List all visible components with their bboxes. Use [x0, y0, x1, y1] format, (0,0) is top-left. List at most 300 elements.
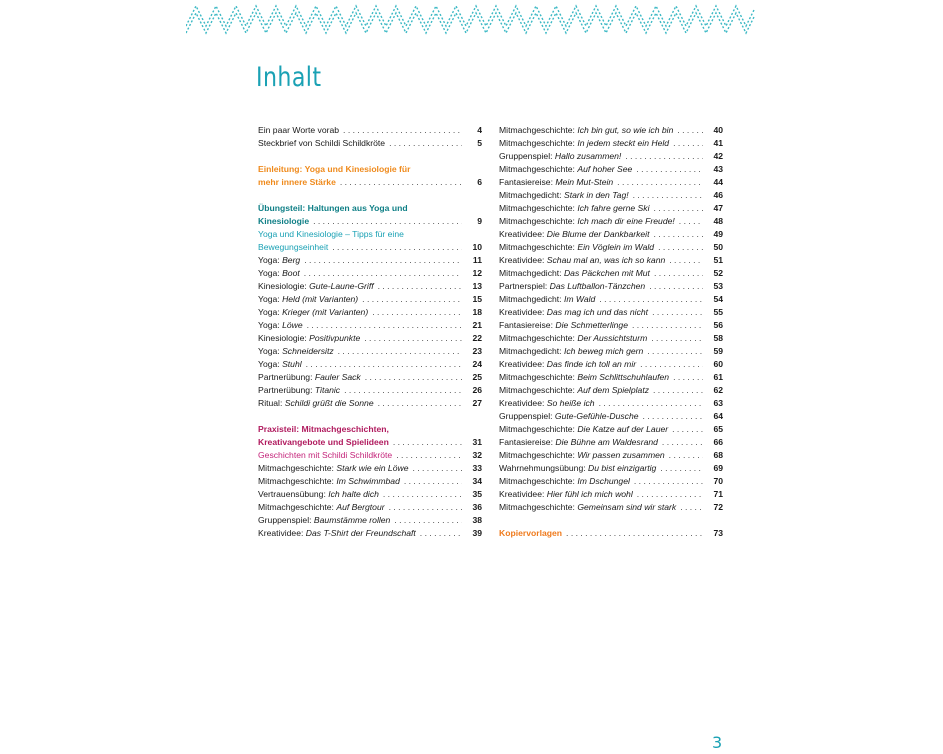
toc-leader-dots	[599, 293, 703, 306]
toc-page-number: 24	[472, 359, 482, 369]
toc-entry-title	[499, 358, 636, 371]
toc-entry[interactable]	[499, 176, 723, 189]
toc-entry[interactable]	[258, 306, 482, 319]
toc-page-number: 50	[713, 242, 723, 252]
toc-entry-name: Stark in den Tag!	[563, 190, 629, 200]
toc-leader-dots	[566, 527, 703, 540]
toc-entry[interactable]	[499, 280, 723, 293]
toc-leader-dots	[677, 124, 703, 137]
toc-page-number: 5	[477, 138, 482, 148]
toc-entry[interactable]	[499, 488, 723, 501]
toc-entry[interactable]	[499, 527, 723, 540]
toc-entry-name: Wir passen zusammen	[577, 450, 665, 460]
toc-entry-category: Gruppenspiel:	[258, 515, 314, 525]
toc-entry-title	[258, 462, 408, 475]
toc-entry-title: Übungsteil: Haltungen aus Yoga und	[258, 203, 408, 213]
toc-entry-title: Bewegungseinheit	[258, 242, 329, 252]
toc-entry-category: Mitmachgeschichte:	[499, 372, 578, 382]
toc-page-number: 70	[713, 476, 723, 486]
toc-page-number: 71	[713, 489, 723, 499]
toc-entry-category: Kreatividee:	[499, 359, 547, 369]
toc-entry-category: Mitmachgeschichte:	[499, 125, 578, 135]
toc-leader-dots	[660, 462, 703, 475]
toc-entry-category: Wahrnehmungsübung:	[499, 463, 589, 473]
toc-entry-name: Die Bühne am Waldesrand	[555, 437, 658, 447]
toc-entry-title	[499, 254, 665, 267]
toc-entry-name: Beim Schlittschuhlaufen	[577, 372, 670, 382]
toc-entry-title	[499, 462, 656, 475]
toc-entry-category: Mitmachgedicht:	[499, 190, 564, 200]
toc-leader-dots	[653, 384, 703, 397]
toc-entry-title	[258, 475, 400, 488]
toc-entry-title	[499, 202, 649, 215]
toc-page-number: 72	[713, 502, 723, 512]
toc-page-number: 31	[472, 437, 482, 447]
toc-entry-title	[499, 150, 621, 163]
toc-page-number: 52	[713, 268, 723, 278]
toc-entry-name: Das finde ich toll an mir	[546, 359, 637, 369]
toc-right-column	[499, 124, 723, 540]
toc-page-number: 26	[472, 385, 482, 395]
toc-entry-category: Gruppenspiel:	[499, 411, 555, 421]
toc-entry-name: Ein Vöglein im Wald	[577, 242, 655, 252]
toc-entry-title	[258, 267, 300, 280]
toc-entry-title	[499, 384, 649, 397]
toc-entry-title	[499, 228, 649, 241]
toc-spacer	[258, 189, 482, 202]
toc-entry-title	[258, 514, 390, 527]
toc-leader-dots	[647, 345, 703, 358]
toc-page-number: 54	[713, 294, 723, 304]
toc-leader-dots	[383, 488, 462, 501]
toc-entry-category: Kreatividee:	[499, 255, 547, 265]
toc-entry[interactable]	[499, 410, 723, 423]
toc-page-number: 55	[713, 307, 723, 317]
toc-entry-title	[499, 436, 658, 449]
toc-leader-dots	[673, 371, 703, 384]
toc-entry[interactable]	[499, 241, 723, 254]
toc-page-number: 59	[713, 346, 723, 356]
toc-leader-dots	[652, 306, 703, 319]
toc-entry-category: Kreatividee:	[499, 398, 547, 408]
toc-page-number: 44	[713, 177, 723, 187]
toc-leader-dots	[673, 137, 703, 150]
toc-page-number: 11	[472, 255, 482, 265]
toc-leader-dots	[394, 514, 462, 527]
toc-entry-name: Gute-Laune-Griff	[309, 281, 374, 291]
toc-leader-dots	[653, 202, 703, 215]
toc-leader-dots	[669, 449, 703, 462]
toc-entry-title	[258, 293, 358, 306]
toc-entry[interactable]	[499, 137, 723, 150]
toc-entry-name: Gemeinsam sind wir stark	[577, 502, 677, 512]
toc-entry-name: Schneidersitz	[282, 346, 334, 356]
toc-entry-category: Ritual:	[258, 398, 285, 408]
toc-leader-dots	[340, 176, 462, 189]
toc-entry[interactable]	[258, 462, 482, 475]
toc-entry-category: Gruppenspiel:	[499, 151, 555, 161]
toc-entry-title: Einleitung: Yoga und Kinesiologie für	[258, 164, 411, 174]
toc-leader-dots	[307, 319, 462, 332]
toc-entry-title	[499, 306, 648, 319]
toc-entry-title	[258, 384, 340, 397]
toc-leader-dots	[640, 358, 703, 371]
toc-entry[interactable]	[499, 202, 723, 215]
toc-page-number: 35	[472, 489, 482, 499]
toc-entry-name: Ich fahre gerne Ski	[577, 203, 650, 213]
toc-leader-dots	[343, 124, 462, 137]
toc-entry-title	[499, 345, 643, 358]
toc-entry-title	[258, 397, 374, 410]
toc-page-number: 40	[713, 125, 723, 135]
toc-entry-name: Schau mal an, was ich so kann	[546, 255, 666, 265]
toc-page-number: 41	[713, 138, 723, 148]
toc-leader-dots	[653, 228, 703, 241]
toc-entry-category: Yoga:	[258, 320, 283, 330]
toc-entry-name: Stark wie ein Löwe	[336, 463, 409, 473]
toc-leader-dots	[362, 293, 462, 306]
toc-entry-name: Im Schwimmbad	[336, 476, 400, 486]
toc-page-number: 34	[472, 476, 482, 486]
toc-entry-title	[258, 527, 416, 540]
toc-entry-category: Mitmachgeschichte:	[499, 333, 578, 343]
toc-leader-dots	[332, 241, 462, 254]
toc-page-number: 22	[472, 333, 482, 343]
toc-entry-title	[258, 319, 303, 332]
toc-entry-name: Boot	[282, 268, 300, 278]
toc-entry[interactable]	[258, 423, 482, 436]
toc-entry-category: Yoga:	[258, 268, 283, 278]
toc-leader-dots	[304, 267, 462, 280]
toc-spacer	[258, 150, 482, 163]
toc-leader-dots	[672, 423, 703, 436]
toc-entry-category: Vertrauensübung:	[258, 489, 329, 499]
page-number: 3	[712, 733, 723, 752]
toc-entry-title	[499, 397, 595, 410]
toc-page-number: 33	[472, 463, 482, 473]
toc-entry[interactable]	[499, 501, 723, 514]
toc-entry-category: Yoga:	[258, 255, 283, 265]
toc-entry-category: Mitmachgeschichte:	[499, 242, 578, 252]
toc-entry-name: Stuhl	[282, 359, 302, 369]
toc-page-number: 4	[477, 125, 482, 135]
toc-page-number: 47	[713, 203, 723, 213]
toc-entry[interactable]	[258, 293, 482, 306]
toc-leader-dots	[304, 254, 462, 267]
toc-page-number: 65	[713, 424, 723, 434]
toc-entry[interactable]	[499, 332, 723, 345]
toc-page-number: 64	[713, 411, 723, 421]
toc-leader-dots	[372, 306, 462, 319]
toc-entry-name: Titanic	[314, 385, 341, 395]
toc-entry[interactable]	[499, 475, 723, 488]
toc-entry-name: Hier fühl ich mich wohl	[546, 489, 633, 499]
toc-entry[interactable]	[258, 527, 482, 540]
toc-entry-title	[499, 241, 654, 254]
toc-entry-title	[499, 449, 665, 462]
page-title: Inhalt	[256, 62, 322, 93]
toc-entry[interactable]	[499, 306, 723, 319]
toc-entry-name: Auf dem Spielplatz	[577, 385, 649, 395]
toc-entry[interactable]	[499, 228, 723, 241]
toc-entry-name: Die Schmetterlinge	[555, 320, 628, 330]
toc-entry-name: Hallo zusammen!	[554, 151, 622, 161]
toc-entry[interactable]	[258, 202, 482, 215]
toc-entry[interactable]	[499, 436, 723, 449]
toc-entry[interactable]	[499, 449, 723, 462]
toc-page-number: 56	[713, 320, 723, 330]
toc-entry-category: Mitmachgeschichte:	[499, 138, 578, 148]
toc-page-number: 61	[713, 372, 723, 382]
toc-entry-name: Baumstämme rollen	[313, 515, 391, 525]
toc-entry-title	[499, 371, 669, 384]
toc-leader-dots	[378, 397, 462, 410]
toc-entry-name: Die Blume der Dankbarkeit	[546, 229, 650, 239]
toc-entry[interactable]	[499, 319, 723, 332]
toc-entry-name: Auf hoher See	[577, 164, 633, 174]
toc-leader-dots	[662, 436, 703, 449]
toc-leader-dots	[649, 280, 703, 293]
toc-entry[interactable]	[499, 371, 723, 384]
toc-leader-dots	[396, 449, 462, 462]
toc-entry-title	[258, 254, 300, 267]
toc-entry[interactable]	[258, 449, 482, 462]
toc-entry-category: Mitmachgedicht:	[499, 346, 564, 356]
toc-page-number: 15	[472, 294, 482, 304]
toc-page-number: 73	[713, 528, 723, 538]
toc-entry[interactable]	[258, 345, 482, 358]
toc-entry-title	[499, 215, 675, 228]
toc-leader-dots	[420, 527, 462, 540]
toc-entry[interactable]	[258, 488, 482, 501]
zigzag-border-decoration	[186, 0, 756, 42]
toc-page-number: 38	[472, 515, 482, 525]
toc-entry-title: Kinesiologie	[258, 216, 310, 226]
toc-entry[interactable]	[258, 332, 482, 345]
toc-entry[interactable]	[258, 371, 482, 384]
toc-entry[interactable]	[258, 397, 482, 410]
toc-entry-category: Kreatividee:	[499, 229, 547, 239]
toc-entry[interactable]	[499, 462, 723, 475]
toc-entry-name: Ich bin gut, so wie ich bin	[577, 125, 674, 135]
toc-leader-dots	[632, 319, 703, 332]
toc-entry[interactable]	[258, 163, 482, 176]
toc-entry[interactable]	[258, 267, 482, 280]
toc-entry[interactable]	[499, 150, 723, 163]
toc-entry-title	[499, 124, 673, 137]
toc-entry[interactable]	[499, 124, 723, 137]
toc-entry[interactable]	[499, 293, 723, 306]
toc-page-number: 9	[477, 216, 482, 226]
toc-entry-title	[499, 475, 630, 488]
toc-leader-dots	[389, 501, 462, 514]
toc-entry-title: Geschichten mit Schildi Schildkröte	[258, 450, 393, 460]
toc-page-number: 12	[472, 268, 482, 278]
toc-entry[interactable]	[499, 423, 723, 436]
toc-entry-title	[499, 163, 632, 176]
toc-entry-title	[499, 332, 647, 345]
toc-page-number: 68	[713, 450, 723, 460]
toc-leader-dots	[404, 475, 462, 488]
toc-entry[interactable]	[499, 267, 723, 280]
toc-entry-name: Krieger (mit Varianten)	[282, 307, 369, 317]
toc-page-number: 10	[472, 242, 482, 252]
toc-leader-dots	[378, 280, 462, 293]
toc-entry[interactable]	[258, 280, 482, 293]
toc-entry-category: Mitmachgeschichte:	[499, 502, 578, 512]
toc-entry[interactable]	[258, 436, 482, 449]
toc-leader-dots	[393, 436, 462, 449]
toc-entry[interactable]	[258, 319, 482, 332]
toc-entry-name: Die Katze auf der Lauer	[577, 424, 669, 434]
toc-entry[interactable]	[258, 475, 482, 488]
toc-page-number: 39	[472, 528, 482, 538]
toc-entry[interactable]	[258, 228, 482, 241]
toc-leader-dots	[636, 163, 703, 176]
toc-entry-title	[258, 358, 302, 371]
toc-entry-title: Praxisteil: Mitmachgeschichten,	[258, 424, 389, 434]
toc-leader-dots	[599, 397, 703, 410]
toc-leader-dots	[643, 410, 704, 423]
toc-entry-category: Mitmachgeschichte:	[499, 164, 578, 174]
toc-entry-title	[499, 176, 613, 189]
toc-entry[interactable]	[499, 397, 723, 410]
toc-entry-category: Kreatividee:	[499, 489, 547, 499]
toc-entry-name: Das T-Shirt der Freundschaft	[305, 528, 416, 538]
toc-page-number: 21	[472, 320, 482, 330]
toc-entry-title	[499, 137, 669, 150]
toc-entry-name: Fauler Sack	[314, 372, 361, 382]
toc-entry[interactable]	[258, 241, 482, 254]
toc-leader-dots	[412, 462, 462, 475]
toc-leader-dots	[344, 384, 462, 397]
toc-page-number: 42	[713, 151, 723, 161]
toc-entry-category: Mitmachgeschichte:	[499, 216, 578, 226]
toc-entry[interactable]	[258, 514, 482, 527]
toc-page-number: 48	[713, 216, 723, 226]
toc-entry-category: Kinesiologie:	[258, 333, 310, 343]
toc-entry[interactable]	[258, 124, 482, 137]
toc-entry[interactable]	[258, 254, 482, 267]
toc-entry-category: Mitmachgedicht:	[499, 268, 564, 278]
toc-leader-dots	[637, 488, 703, 501]
toc-leader-dots	[364, 332, 462, 345]
toc-entry-category: Mitmachgeschichte:	[499, 450, 578, 460]
toc-entry-title: Ein paar Worte vorab	[258, 125, 340, 135]
toc-entry[interactable]	[258, 215, 482, 228]
toc-page-number: 49	[713, 229, 723, 239]
toc-page-number: 58	[713, 333, 723, 343]
toc-page-number: 62	[713, 385, 723, 395]
toc-entry-category: Mitmachgeschichte:	[499, 385, 578, 395]
toc-page-number: 51	[713, 255, 723, 265]
toc-entry[interactable]	[499, 358, 723, 371]
toc-entry-name: Das Päckchen mit Mut	[563, 268, 650, 278]
toc-entry-title	[258, 371, 361, 384]
toc-left-column	[258, 124, 482, 540]
toc-entry-title	[499, 189, 629, 202]
toc-entry-title	[499, 501, 676, 514]
toc-entry[interactable]	[258, 137, 482, 150]
toc-entry-category: Mitmachgeschichte:	[499, 203, 578, 213]
toc-entry[interactable]	[499, 189, 723, 202]
toc-entry-name: Du bist einzigartig	[588, 463, 657, 473]
toc-entry[interactable]	[499, 384, 723, 397]
toc-page-number: 13	[472, 281, 482, 291]
toc-page-number: 60	[713, 359, 723, 369]
toc-entry-name: Held (mit Varianten)	[282, 294, 359, 304]
toc-page-number: 23	[472, 346, 482, 356]
toc-page-number: 32	[472, 450, 482, 460]
toc-entry[interactable]	[499, 215, 723, 228]
toc-entry-title	[499, 410, 639, 423]
toc-leader-dots	[651, 332, 703, 345]
toc-entry[interactable]	[499, 254, 723, 267]
toc-page-number: 66	[713, 437, 723, 447]
toc-page-number: 69	[713, 463, 723, 473]
toc-entry-name: Ich mach dir eine Freude!	[577, 216, 675, 226]
toc-entry-title: Steckbrief von Schildi Schildkröte	[258, 138, 386, 148]
toc-leader-dots	[625, 150, 703, 163]
toc-entry-title	[499, 488, 633, 501]
toc-entry-name: Ich beweg mich gern	[563, 346, 644, 356]
toc-entry-title	[499, 293, 595, 306]
toc-page-number: 43	[713, 164, 723, 174]
toc-entry[interactable]	[258, 176, 482, 189]
toc-entry-category: Kreatividee:	[499, 307, 547, 317]
toc-entry[interactable]	[258, 358, 482, 371]
toc-entry-name: In jedem steckt ein Held	[577, 138, 670, 148]
toc-entry-title	[499, 267, 650, 280]
toc-entry-category: Mitmachgeschichte:	[258, 476, 337, 486]
toc-page-number: 6	[477, 177, 482, 187]
toc-leader-dots	[680, 501, 703, 514]
toc-entry-category: Fantasiereise:	[499, 177, 556, 187]
toc-entry-title	[258, 332, 360, 345]
toc-entry-category: Mitmachgeschichte:	[258, 502, 337, 512]
toc-entry[interactable]	[258, 501, 482, 514]
toc-entry-name: Das Luftballon-Tänzchen	[549, 281, 646, 291]
toc-entry-title: Kopiervorlagen	[499, 528, 563, 538]
toc-spacer	[258, 410, 482, 423]
toc-entry-category: Yoga:	[258, 307, 283, 317]
toc-entry-name: Das mag ich und das nicht	[546, 307, 649, 317]
toc-entry-name: Mein Mut-Stein	[555, 177, 614, 187]
toc-entry-category: Kinesiologie:	[258, 281, 310, 291]
toc-entry[interactable]	[499, 163, 723, 176]
toc-entry-category: Yoga:	[258, 359, 283, 369]
toc-entry-title	[258, 306, 368, 319]
toc-entry-category: Partnerübung:	[258, 385, 315, 395]
toc-entry-title	[258, 501, 385, 514]
toc-entry[interactable]	[499, 345, 723, 358]
toc-leader-dots	[679, 215, 703, 228]
toc-leader-dots	[633, 189, 703, 202]
toc-entry-name: Im Wald	[563, 294, 596, 304]
toc-entry-name: So heiße ich	[546, 398, 595, 408]
toc-page-number: 36	[472, 502, 482, 512]
toc-entry-title: mehr innere Stärke	[258, 177, 336, 187]
toc-leader-dots	[313, 215, 462, 228]
toc-spacer	[499, 514, 723, 527]
toc-page-number: 27	[472, 398, 482, 408]
toc-entry-title	[499, 423, 668, 436]
toc-entry-category: Fantasiereise:	[499, 320, 556, 330]
toc-entry-category: Mitmachgeschichte:	[258, 463, 337, 473]
toc-entry[interactable]	[258, 384, 482, 397]
toc-entry-name: Auf Bergtour	[336, 502, 385, 512]
toc-entry-category: Fantasiereise:	[499, 437, 556, 447]
